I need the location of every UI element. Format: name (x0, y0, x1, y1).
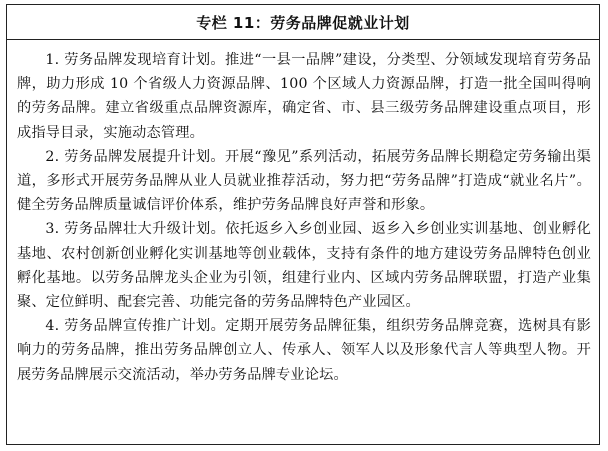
paragraph-2-development-plan: 2. 劳务品牌发展提升计划。开展“豫见”系列活动，拓展劳务品牌长期稳定劳务输出渠道，多形式开展劳务品牌从业人员就业推荐活动，努力把“劳务品牌”打造成“就业名片”。健全劳务品牌质量诚信评价体系，维护劳务品牌良好声誉和形象。 (17, 148, 591, 214)
box-body (7, 40, 599, 387)
feature-box (6, 4, 600, 445)
paragraph-4-promotion-plan: 4. 劳务品牌宣传推广计划。定期开展劳务品牌征集，组织劳务品牌竞赛，选树具有影响力的劳务品牌，推出劳务品牌创立人、传承人、领军人以及形象代言人等典型人物。开展劳务品牌展示交流活动，举办劳务品牌专业论坛。 (17, 318, 591, 383)
paragraph-1-discovery-plan: 1. 劳务品牌发现培育计划。推进“一县一品牌”建设，分类型、分领域发现培育劳务品牌，助力形成 10 个省级人力资源品牌、100 个区域人力资源品牌，打造一批全国叫得响的劳务品牌。建立省级重点品牌资源库，确定省、市、县三级劳务品牌建设重点项目，形成指导目录，实施动态管理。 (17, 52, 591, 141)
box-title: 专栏 11：劳务品牌促就业计划 (7, 5, 599, 40)
paragraph-3-upgrade-plan: 3. 劳务品牌壮大升级计划。依托返乡入乡创业园、返乡入乡创业实训基地、创业孵化基地、农村创新创业孵化实训基地等创业载体，支持有条件的地方建设劳务品牌特色创业孵化基地。以劳务品牌龙头企业为引领，组建行业内、区域内劳务品牌联盟，打造产业集聚、定位鲜明、配套完善、功能完备的劳务品牌特色产业园区。 (17, 221, 591, 311)
